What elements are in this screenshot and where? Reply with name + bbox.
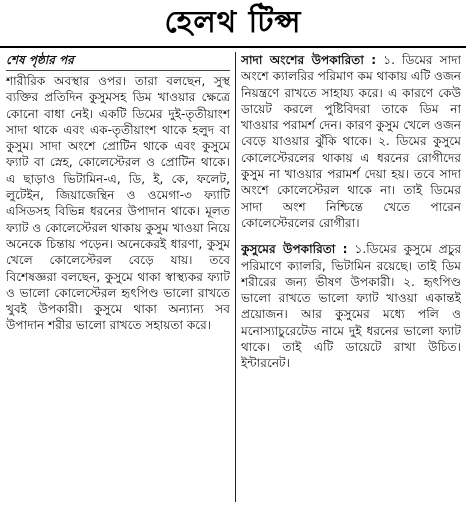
section-yolk [241, 241, 461, 371]
left-column [6, 52, 230, 504]
masthead-rule [0, 46, 466, 48]
masthead [0, 0, 466, 46]
column-divider [235, 52, 236, 502]
continued-rule [6, 70, 230, 71]
section-yolk-body: ১.ডিমের কুসুমে প্রচুর পরিমাণে ক্যালরি, ভিটামিন রয়েছে। তাই ডিম শরীরের জন্য ভীষণ উপকারী। ২. হৃৎপিণ্ড ভালো রাখতে ভালো ফ্যাট খাওয়া একান্তই প্রয়োজন। আর কুসুমের মধ্যে পলি ও মনোস্যাচুরেটেড নামে দুই ধরনের ভালো ফ্যাট থাকে। তাই এটি ডায়েটে রাখা উচিত। ইন্টারনেট। [241, 242, 461, 371]
right-column [241, 52, 461, 504]
section-egg-white [241, 52, 461, 231]
section-egg-white-heading: সাদা অংশের উপকারিতা : [241, 53, 377, 67]
continued-label: শেষ পৃষ্ঠার পর [6, 53, 74, 67]
page-title: হেলথ টিপ্স [164, 5, 302, 40]
section-gap [241, 231, 461, 241]
section-yolk-heading: কুসুমের উপকারিতা : [241, 242, 348, 257]
section-egg-white-body: ১. ডিমের সাদা অংশে ক্যালরির পরিমাণ কম থাকায় এটি ওজন নিয়ন্ত্রণে রাখতে সাহায্য করে। এ কারণে কেউ ডায়েট করলে পুষ্টিবিদরা তাকে ডিম না খাওয়ার পরামর্শ দেন। কারণ কুসুম খেলে ওজন বেড়ে যাওয়ার ঝুঁকি থাকে। ২. ডিমের কুসুমে কোলেস্টেরলের থাকায় এ ধরনের রোগীদের কুসুম না খাওয়ার পরামর্শ দেয়া হয়। তবে সাদা অংশে কোলেস্টেরল থাকে না। তাই ডিমের সাদা অংশ নিশ্চিন্তে খেতে পারেন কোলেস্টেরলের রোগীরা। [241, 53, 461, 230]
left-column-body: শারীরিক অবস্থার ওপর। তারা বলছেন, সুস্থ ব্যক্তির প্রতিদিন কুসুমসহ ডিম খাওয়ার ক্ষেত্রে কোনো বাধা নেই। একটি ডিমের দুই-তৃতীয়াংশ সাদা থাকে এবং এক-তৃতীয়াংশ থাকে হলুদ বা কুসুম। সাদা অংশে প্রোটিন থাকে এবং কুসুমে ফ্যাট বা স্নেহ, কোলেস্টেরল ও প্রোটিন থাকে। এ ছাড়াও ভিটামিন-এ, ডি, ই, কে, ফলেট, লুটেইন, জিয়াজেন্থিন ও ওমেগা-৩ ফ্যাটি এসিডসহ বিভিন্ন ধরনের উপাদান থাকে। মূলত ফ্যাট ও কোলেস্টেরল থাকায় কুসুম খাওয়া নিয়ে অনেকে চিন্তায় পড়েন। অনেকেরই ধারণা, কুসুম খেলে কোলেস্টেরল বেড়ে যায়। তবে বিশেষজ্ঞরা বলছেন, কুসুমে থাকা স্বাস্থ্যকর ফ্যাট ও ভালো কোলেস্টেরল হৃৎপিণ্ড ভালো রাখতে খুবই উপকারী। কুসুমে থাকা অন্যান্য সব উপাদান শরীর ভালো রাখতে সহায়তা করে। [6, 74, 230, 333]
